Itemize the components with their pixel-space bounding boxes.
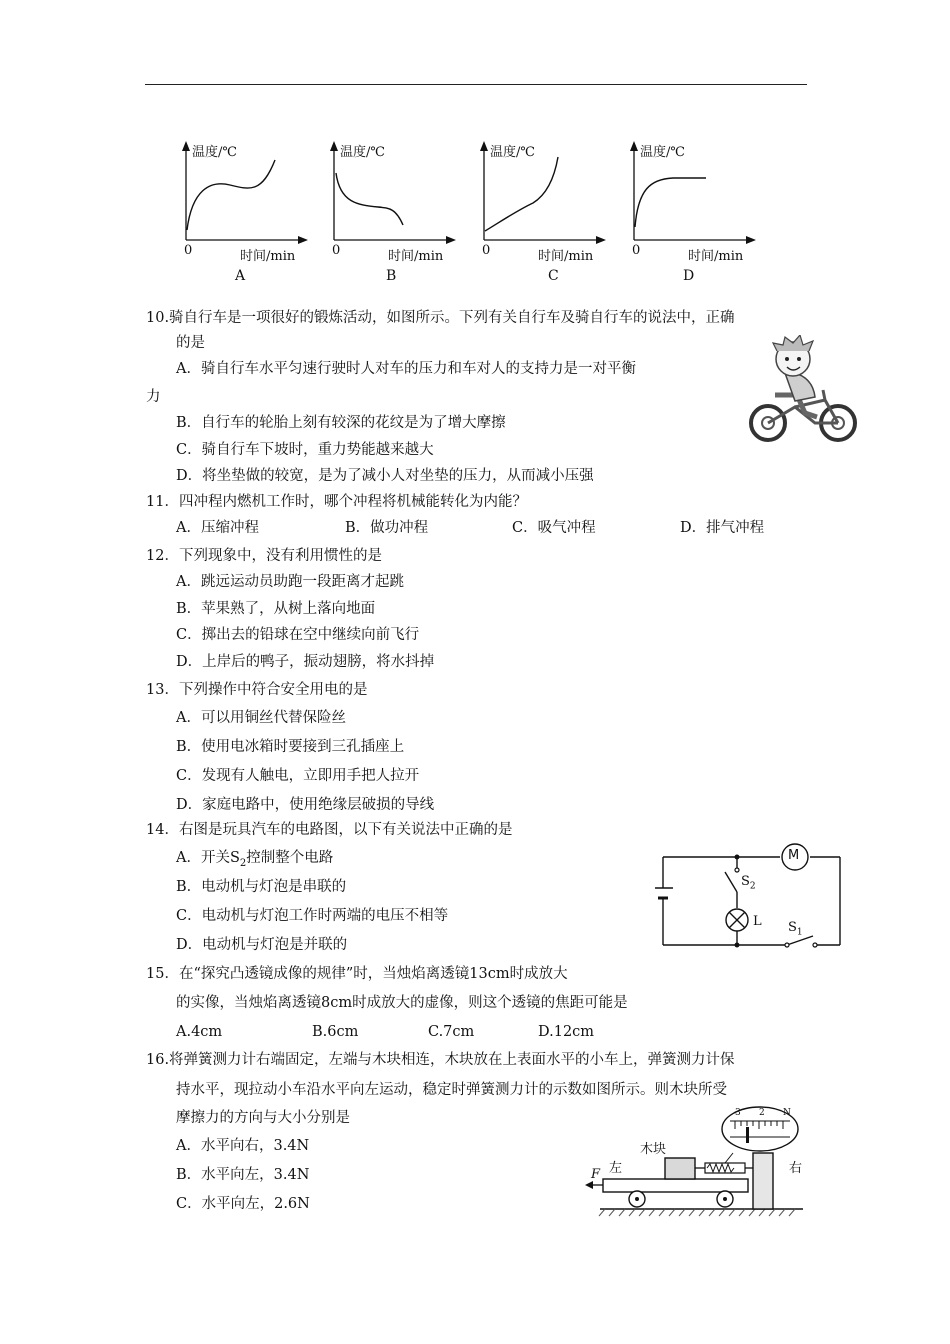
s1-label [788, 920, 803, 938]
graph-c-curve [485, 157, 558, 231]
q15-option-c: C.7cm [428, 1024, 475, 1040]
graph-c-letter: C [548, 268, 559, 284]
q13-option-a: A．可以用铜丝代替保险丝 [176, 710, 346, 726]
s2-sub: 2 [749, 881, 756, 892]
q16-stem-line1: 16.将弹簧测力计右端固定，左端与木块相连，木块放在上表面水平的小车上，弹簧测力计保 [146, 1052, 735, 1068]
q14-option-a-sub: 2 [239, 857, 247, 869]
q14-option-a-post: 控制整个电路 [246, 850, 334, 866]
lamp-label: L [753, 914, 762, 929]
graph-b [328, 135, 498, 290]
q11-option-c: C．吸气冲程 [512, 520, 596, 536]
q13-option-d: D．家庭电路中，使用绝缘层破损的导线 [176, 797, 435, 813]
graph-c [478, 135, 648, 290]
q11-option-a: A．压缩冲程 [176, 520, 259, 536]
graph-d-curve [635, 178, 706, 227]
cart-body [603, 1179, 748, 1192]
q10-option-a: A．骑自行车水平匀速行驶时人对车的压力和车对人的支持力是一对平衡 [176, 361, 636, 377]
s1-sub: 1 [796, 927, 803, 938]
graph-b-ylabel: 温度/℃ [340, 145, 385, 160]
q14-option-a [176, 848, 333, 874]
s2-letter: S [741, 874, 750, 889]
graph-a-letter: A [235, 268, 246, 284]
spring-scale-figure [585, 1105, 807, 1217]
q14-option-c: C．电动机与灯泡工作时两端的电压不相等 [176, 908, 449, 924]
graph-a [180, 135, 350, 290]
dial-label-n: N [783, 1108, 791, 1118]
q12-stem: 12．下列现象中，没有利用惯性的是 [146, 548, 382, 564]
q10-option-d: D．将坐垫做的较宽，是为了减小人对坐垫的压力，从而减小压强 [176, 468, 594, 484]
q16-option-c: C．水平向左，2.6N [176, 1196, 310, 1212]
left-label: 左 [609, 1161, 623, 1176]
graph-b-letter: B [386, 268, 397, 284]
graph-b-xlabel: 时间/min [388, 249, 444, 264]
graph-d-letter: D [683, 268, 695, 284]
q16-option-b: B．水平向左，3.4N [176, 1167, 310, 1183]
q13-stem: 13．下列操作中符合安全用电的是 [146, 682, 368, 698]
q10-stem-line2: 的是 [176, 335, 205, 351]
q15-option-d: D.12cm [538, 1024, 595, 1040]
q14-stem: 14．右图是玩具汽车的电路图，以下有关说法中正确的是 [146, 822, 513, 838]
q12-option-d: D．上岸后的鸭子，振动翅膀，将水抖掉 [176, 654, 435, 670]
dial-label-3: 3 [735, 1108, 741, 1118]
q12-option-c: C．掷出去的铅球在空中继续向前飞行 [176, 627, 420, 643]
q16-stem-line2: 持水平，现拉动小车沿水平向左运动，稳定时弹簧测力计的示数如图所示。则木块所受 [176, 1082, 727, 1098]
q14-option-d: D．电动机与灯泡是并联的 [176, 937, 348, 953]
header-rule [145, 84, 807, 85]
q13-option-c: C．发现有人触电，立即用手把人拉开 [176, 768, 420, 784]
graph-a-curve [187, 160, 275, 230]
q10-stem-line1: 10.骑自行车是一项很好的锻炼活动，如图所示。下列有关自行车及骑自行车的说法中，正确 [146, 310, 735, 326]
q10-option-a-cont: 力 [146, 389, 161, 405]
q14-option-a-pre: A．开关S [176, 850, 240, 866]
wood-block [665, 1158, 695, 1179]
graph-d-origin: 0 [632, 243, 641, 258]
q10-option-c: C．骑自行车下坡时，重力势能越来越大 [176, 442, 434, 458]
graph-a-origin: 0 [184, 243, 193, 258]
graph-d-xlabel: 时间/min [688, 249, 744, 264]
q15-stem-line1: 15．在“探究凸透镜成像的规律”时，当烛焰离透镜13cm时成放大 [146, 966, 568, 982]
motor-label: M [788, 848, 800, 863]
q14-option-b: B．电动机与灯泡是串联的 [176, 879, 347, 895]
q12-option-b: B．苹果熟了，从树上落向地面 [176, 601, 376, 617]
block-label: 木块 [640, 1142, 667, 1157]
q11-option-b: B．做功冲程 [345, 520, 429, 536]
q10-option-b: B．自行车的轮胎上刻有较深的花纹是为了增大摩擦 [176, 415, 506, 431]
q15-option-b: B.6cm [312, 1024, 359, 1040]
graph-b-curve [336, 173, 403, 225]
fixed-wall [753, 1153, 773, 1209]
graph-c-ylabel: 温度/℃ [490, 145, 535, 160]
graph-d-ylabel: 温度/℃ [640, 145, 685, 160]
q15-option-a: A.4cm [176, 1024, 223, 1040]
q16-option-a: A．水平向右，3.4N [176, 1138, 310, 1154]
graph-c-xlabel: 时间/min [538, 249, 594, 264]
circuit-diagram [655, 840, 845, 952]
s1-letter: S [788, 920, 797, 935]
q12-option-a: A．跳远运动员助跑一段距离才起跳 [176, 574, 404, 590]
circuit-wires [655, 840, 845, 952]
graph-d [628, 135, 798, 290]
q11-stem: 11．四冲程内燃机工作时，哪个冲程将机械能转化为内能？ [146, 494, 527, 510]
q11-option-d: D．排气冲程 [680, 520, 765, 536]
force-label: F [591, 1167, 601, 1182]
right-label: 右 [789, 1161, 803, 1176]
q16-stem-line3: 摩擦力的方向与大小分别是 [176, 1110, 350, 1126]
dial-label-2: 2 [759, 1108, 765, 1118]
s2-label [741, 874, 756, 892]
q13-option-b: B．使用电冰箱时要接到三孔插座上 [176, 739, 405, 755]
cyclist-illustration [745, 335, 865, 447]
q15-stem-line2: 的实像，当烛焰离透镜8cm时成放大的虚像，则这个透镜的焦距可能是 [176, 995, 628, 1011]
graph-c-origin: 0 [482, 243, 491, 258]
graph-a-xlabel: 时间/min [240, 249, 296, 264]
graph-b-origin: 0 [332, 243, 341, 258]
graph-a-ylabel: 温度/℃ [192, 145, 237, 160]
